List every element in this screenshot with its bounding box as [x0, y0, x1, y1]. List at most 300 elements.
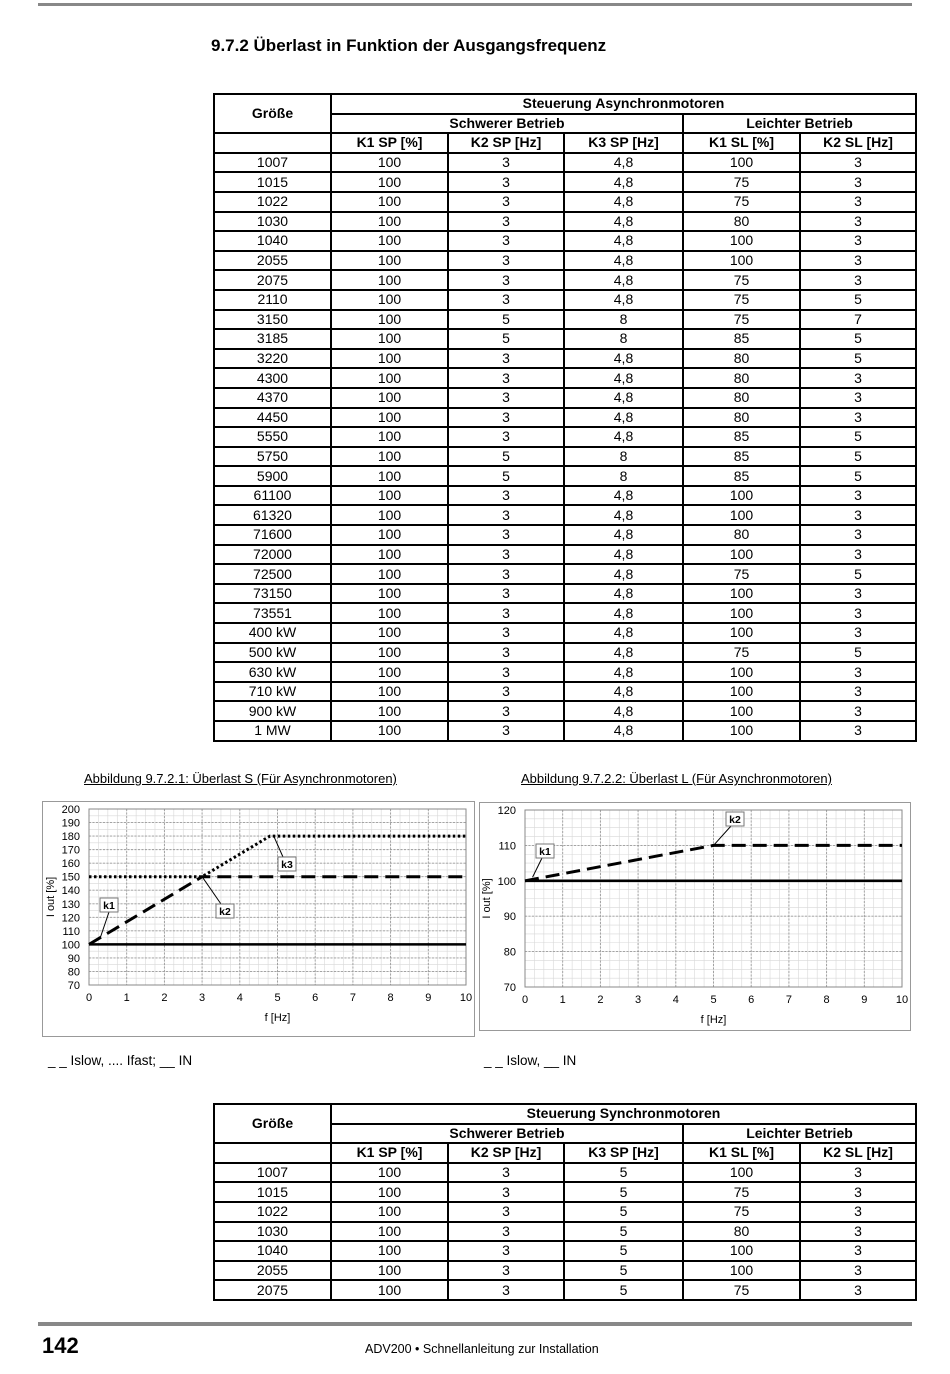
value-cell: 8	[564, 329, 683, 349]
value-cell: 5	[800, 643, 916, 663]
value-cell: 75	[683, 172, 800, 192]
size-cell: 400 kW	[214, 623, 331, 643]
y-tick-label: 140	[61, 885, 80, 898]
value-cell: 3	[800, 153, 916, 173]
value-cell: 3	[448, 1202, 564, 1222]
figure-l-chart	[479, 802, 911, 1031]
value-cell: 100	[331, 1241, 448, 1261]
table-row	[214, 349, 916, 369]
value-cell: 4,8	[564, 349, 683, 369]
table-row	[214, 1202, 916, 1222]
async-table-body	[214, 153, 916, 741]
value-cell: 100	[331, 290, 448, 310]
callout-label-k2: k2	[729, 814, 741, 826]
value-cell: 4,8	[564, 290, 683, 310]
value-cell: 3	[800, 525, 916, 545]
value-cell: 3	[448, 388, 564, 408]
table-row	[214, 270, 916, 290]
table-row	[214, 388, 916, 408]
size-cell: 2110	[214, 290, 331, 310]
value-cell: 100	[331, 427, 448, 447]
value-cell: 100	[683, 721, 800, 741]
value-cell: 5	[564, 1241, 683, 1261]
value-cell: 4,8	[564, 623, 683, 643]
overload-l-chart	[480, 803, 910, 1030]
page-number: 142	[42, 1333, 79, 1358]
value-cell: 3	[448, 231, 564, 251]
value-cell: 3	[800, 192, 916, 212]
x-tick-label: 1	[559, 994, 566, 1006]
value-cell: 100	[331, 1202, 448, 1222]
sync-motor-table	[213, 1103, 917, 1301]
y-tick-label: 160	[61, 858, 80, 871]
value-cell: 5	[800, 349, 916, 369]
size-cell: 4450	[214, 408, 331, 428]
value-cell: 100	[331, 564, 448, 584]
value-cell: 100	[331, 584, 448, 604]
table-row	[214, 172, 916, 192]
table-row	[214, 153, 916, 173]
value-cell: 3	[448, 251, 564, 271]
value-cell: 100	[331, 1182, 448, 1202]
value-cell: 3	[448, 153, 564, 173]
value-cell: 3	[800, 486, 916, 506]
value-cell: 3	[448, 682, 564, 702]
x-tick-label: 2	[597, 994, 604, 1006]
figure-s-caption: Abbildung 9.7.2.1: Überlast S (Für Asynchronmotoren)	[84, 771, 397, 786]
section-title: 9.7.2 Überlast in Funktion der Ausgangsfrequenz	[211, 36, 607, 55]
value-cell: 4,8	[564, 231, 683, 251]
size-cell: 1040	[214, 1241, 331, 1261]
value-cell: 5	[800, 447, 916, 467]
value-cell: 4,8	[564, 192, 683, 212]
x-tick-label: 6	[748, 994, 755, 1006]
table-row	[214, 408, 916, 428]
size-cell: 1030	[214, 1222, 331, 1242]
value-cell: 100	[331, 721, 448, 741]
y-tick-label: 90	[67, 952, 80, 965]
value-cell: 3	[800, 662, 916, 682]
value-cell: 3	[800, 1202, 916, 1222]
value-cell: 3	[800, 545, 916, 565]
value-cell: 100	[683, 1261, 800, 1281]
column-header: K1 SP [%]	[331, 1143, 448, 1163]
value-cell: 4,8	[564, 427, 683, 447]
value-cell: 3	[448, 505, 564, 525]
value-cell: 4,8	[564, 682, 683, 702]
value-cell: 8	[564, 310, 683, 330]
value-cell: 4,8	[564, 584, 683, 604]
y-tick-label: 110	[498, 840, 516, 853]
size-cell: 5900	[214, 466, 331, 486]
value-cell: 5	[564, 1182, 683, 1202]
value-cell: 100	[331, 270, 448, 290]
value-cell: 100	[331, 545, 448, 565]
size-cell: 3220	[214, 349, 331, 369]
size-cell: 72500	[214, 564, 331, 584]
value-cell: 3	[800, 1261, 916, 1281]
value-cell: 7	[800, 310, 916, 330]
x-tick-label: 2	[161, 992, 168, 1004]
callout-leader	[274, 836, 283, 857]
heavy-duty-header: Schwerer Betrieb	[331, 114, 683, 134]
size-cell: 710 kW	[214, 682, 331, 702]
value-cell: 3	[800, 212, 916, 232]
x-axis-label: f [Hz]	[700, 1014, 727, 1026]
value-cell: 80	[683, 388, 800, 408]
value-cell: 85	[683, 329, 800, 349]
size-cell: 72000	[214, 545, 331, 565]
value-cell: 100	[683, 603, 800, 623]
table-row	[214, 251, 916, 271]
y-tick-label: 120	[61, 912, 80, 925]
value-cell: 5	[800, 466, 916, 486]
value-cell: 4,8	[564, 662, 683, 682]
async-motor-table	[213, 93, 917, 742]
size-cell: 4300	[214, 368, 331, 388]
size-cell: 2075	[214, 270, 331, 290]
x-tick-label: 8	[823, 994, 830, 1006]
size-cell: 3150	[214, 310, 331, 330]
y-axis-label: I out [%]	[45, 876, 57, 918]
callout-label-k1: k1	[103, 900, 115, 912]
value-cell: 3	[800, 408, 916, 428]
size-cell: 71600	[214, 525, 331, 545]
value-cell: 3	[800, 1241, 916, 1261]
table-row	[214, 662, 916, 682]
value-cell: 100	[331, 662, 448, 682]
table-row	[214, 427, 916, 447]
value-cell: 80	[683, 1222, 800, 1242]
value-cell: 4,8	[564, 701, 683, 721]
x-tick-label: 3	[635, 994, 642, 1006]
x-tick-label: 4	[236, 992, 243, 1004]
value-cell: 100	[331, 1163, 448, 1183]
figure-l-caption: Abbildung 9.7.2.2: Überlast L (Für Asynchronmotoren)	[521, 771, 832, 786]
size-cell: 500 kW	[214, 643, 331, 663]
size-cell: 1007	[214, 1163, 331, 1183]
value-cell: 3	[448, 564, 564, 584]
value-cell: 4,8	[564, 486, 683, 506]
value-cell: 3	[448, 721, 564, 741]
value-cell: 100	[331, 1222, 448, 1242]
column-header: K2 SL [Hz]	[800, 133, 916, 153]
value-cell: 3	[800, 1182, 916, 1202]
size-cell: 1022	[214, 192, 331, 212]
value-cell: 3	[448, 643, 564, 663]
value-cell: 4,8	[564, 251, 683, 271]
y-tick-label: 200	[61, 804, 80, 816]
value-cell: 80	[683, 408, 800, 428]
x-axis-label: f [Hz]	[264, 1012, 291, 1024]
size-header: Größe	[214, 1104, 331, 1143]
callout-leader	[714, 826, 732, 845]
group-header: Steuerung Synchronmotoren	[331, 1104, 916, 1124]
value-cell: 100	[331, 310, 448, 330]
size-cell: 1015	[214, 172, 331, 192]
value-cell: 100	[683, 662, 800, 682]
size-header-spacer	[214, 133, 331, 153]
value-cell: 100	[331, 1280, 448, 1300]
size-header: Größe	[214, 94, 331, 133]
value-cell: 3	[448, 368, 564, 388]
value-cell: 4,8	[564, 505, 683, 525]
column-header: K1 SL [%]	[683, 1143, 800, 1163]
callout-label-k3: k3	[281, 859, 293, 871]
size-cell: 2075	[214, 1280, 331, 1300]
value-cell: 8	[564, 447, 683, 467]
table-row	[214, 525, 916, 545]
value-cell: 4,8	[564, 545, 683, 565]
value-cell: 100	[683, 623, 800, 643]
value-cell: 3	[800, 623, 916, 643]
heavy-duty-header: Schwerer Betrieb	[331, 1124, 683, 1144]
value-cell: 3	[800, 172, 916, 192]
value-cell: 3	[448, 603, 564, 623]
value-cell: 100	[331, 329, 448, 349]
value-cell: 3	[448, 192, 564, 212]
value-cell: 5	[800, 427, 916, 447]
table-row	[214, 564, 916, 584]
size-cell: 61320	[214, 505, 331, 525]
table-row	[214, 1182, 916, 1202]
value-cell: 3	[448, 408, 564, 428]
value-cell: 4,8	[564, 270, 683, 290]
y-tick-label: 150	[61, 871, 80, 884]
value-cell: 85	[683, 466, 800, 486]
value-cell: 3	[800, 388, 916, 408]
x-tick-label: 7	[349, 992, 356, 1004]
y-tick-label: 100	[497, 875, 516, 888]
column-header: K3 SP [Hz]	[564, 1143, 683, 1163]
y-tick-label: 80	[67, 966, 80, 979]
value-cell: 100	[331, 349, 448, 369]
value-cell: 100	[683, 682, 800, 702]
value-cell: 3	[448, 1163, 564, 1183]
table-row	[214, 682, 916, 702]
table-row	[214, 486, 916, 506]
callout-label-k2: k2	[219, 906, 231, 918]
value-cell: 75	[683, 270, 800, 290]
value-cell: 4,8	[564, 603, 683, 623]
y-axis-label: I out [%]	[481, 878, 493, 919]
size-cell: 1015	[214, 1182, 331, 1202]
y-tick-label: 120	[497, 805, 516, 817]
y-tick-label: 80	[503, 946, 516, 959]
table-row	[214, 545, 916, 565]
size-cell: 1030	[214, 212, 331, 232]
value-cell: 3	[448, 172, 564, 192]
value-cell: 3	[448, 290, 564, 310]
x-tick-label: 0	[85, 992, 93, 1004]
value-cell: 5	[564, 1202, 683, 1222]
value-cell: 85	[683, 447, 800, 467]
size-header-spacer	[214, 1143, 331, 1163]
table-row	[214, 623, 916, 643]
value-cell: 4,8	[564, 408, 683, 428]
value-cell: 3	[448, 623, 564, 643]
value-cell: 3	[800, 603, 916, 623]
table-row	[214, 192, 916, 212]
value-cell: 100	[331, 172, 448, 192]
value-cell: 3	[800, 231, 916, 251]
value-cell: 4,8	[564, 153, 683, 173]
size-cell: 1040	[214, 231, 331, 251]
light-duty-header: Leichter Betrieb	[683, 1124, 916, 1144]
value-cell: 100	[331, 192, 448, 212]
y-tick-label: 110	[62, 925, 80, 938]
table-row	[214, 212, 916, 232]
value-cell: 100	[331, 153, 448, 173]
value-cell: 75	[683, 643, 800, 663]
value-cell: 100	[683, 251, 800, 271]
top-rule	[38, 3, 912, 6]
table-row	[214, 231, 916, 251]
value-cell: 3	[800, 270, 916, 290]
y-tick-label: 70	[503, 982, 516, 994]
value-cell: 100	[683, 1241, 800, 1261]
value-cell: 4,8	[564, 212, 683, 232]
y-tick-label: 100	[61, 939, 80, 952]
x-tick-label: 4	[672, 994, 679, 1006]
value-cell: 3	[800, 701, 916, 721]
size-cell: 73551	[214, 603, 331, 623]
table-row	[214, 290, 916, 310]
table-row	[214, 701, 916, 721]
value-cell: 100	[683, 486, 800, 506]
value-cell: 100	[331, 525, 448, 545]
value-cell: 4,8	[564, 368, 683, 388]
value-cell: 5	[448, 466, 564, 486]
value-cell: 5	[800, 290, 916, 310]
value-cell: 5	[564, 1163, 683, 1183]
y-tick-label: 70	[67, 980, 80, 992]
value-cell: 100	[683, 701, 800, 721]
value-cell: 3	[800, 505, 916, 525]
x-tick-label: 0	[521, 994, 529, 1006]
x-tick-label: 10	[895, 994, 909, 1006]
column-header: K2 SL [Hz]	[800, 1143, 916, 1163]
value-cell: 4,8	[564, 643, 683, 663]
value-cell: 100	[331, 643, 448, 663]
footer-doc-title: ADV200 • Schnellanleitung zur Installation	[365, 1342, 599, 1356]
table-row	[214, 466, 916, 486]
value-cell: 3	[448, 486, 564, 506]
column-header: K1 SP [%]	[331, 133, 448, 153]
value-cell: 3	[448, 662, 564, 682]
value-cell: 80	[683, 525, 800, 545]
column-header: K2 SP [Hz]	[448, 1143, 564, 1163]
column-header: K2 SP [Hz]	[448, 133, 564, 153]
figure-s-chart	[42, 801, 475, 1037]
value-cell: 3	[448, 1241, 564, 1261]
size-cell: 1 MW	[214, 721, 331, 741]
value-cell: 100	[331, 368, 448, 388]
value-cell: 5	[448, 310, 564, 330]
value-cell: 100	[331, 682, 448, 702]
value-cell: 3	[448, 1222, 564, 1242]
value-cell: 3	[448, 349, 564, 369]
value-cell: 100	[331, 603, 448, 623]
value-cell: 5	[564, 1222, 683, 1242]
value-cell: 100	[331, 1261, 448, 1281]
value-cell: 100	[331, 447, 448, 467]
bottom-rule	[38, 1322, 912, 1326]
value-cell: 3	[448, 270, 564, 290]
size-cell: 4370	[214, 388, 331, 408]
value-cell: 75	[683, 290, 800, 310]
column-header: K3 SP [Hz]	[564, 133, 683, 153]
size-cell: 3185	[214, 329, 331, 349]
x-tick-label: 8	[387, 992, 394, 1004]
value-cell: 3	[448, 545, 564, 565]
value-cell: 3	[800, 251, 916, 271]
y-tick-label: 190	[61, 817, 80, 830]
y-tick-label: 130	[61, 898, 80, 911]
value-cell: 5	[800, 564, 916, 584]
value-cell: 5	[448, 447, 564, 467]
table-row	[214, 721, 916, 741]
y-tick-label: 170	[61, 844, 80, 857]
value-cell: 100	[331, 212, 448, 232]
value-cell: 100	[331, 701, 448, 721]
size-cell: 73150	[214, 584, 331, 604]
overload-s-chart	[43, 802, 474, 1036]
value-cell: 3	[448, 212, 564, 232]
x-tick-label: 9	[425, 992, 432, 1004]
value-cell: 100	[331, 505, 448, 525]
value-cell: 75	[683, 310, 800, 330]
value-cell: 3	[448, 1182, 564, 1202]
value-cell: 85	[683, 427, 800, 447]
table-row	[214, 643, 916, 663]
table-row	[214, 505, 916, 525]
value-cell: 4,8	[564, 172, 683, 192]
value-cell: 5	[800, 329, 916, 349]
value-cell: 75	[683, 564, 800, 584]
value-cell: 100	[683, 545, 800, 565]
value-cell: 5	[564, 1280, 683, 1300]
value-cell: 8	[564, 466, 683, 486]
value-cell: 3	[448, 701, 564, 721]
table-row	[214, 1222, 916, 1242]
size-cell: 2055	[214, 1261, 331, 1281]
value-cell: 100	[331, 623, 448, 643]
value-cell: 100	[331, 408, 448, 428]
value-cell: 75	[683, 1182, 800, 1202]
table-row	[214, 310, 916, 330]
value-cell: 100	[331, 251, 448, 271]
table-row	[214, 447, 916, 467]
value-cell: 3	[800, 1222, 916, 1242]
value-cell: 3	[800, 1163, 916, 1183]
size-cell: 5550	[214, 427, 331, 447]
x-tick-label: 6	[312, 992, 319, 1004]
table-row	[214, 1241, 916, 1261]
value-cell: 100	[331, 388, 448, 408]
value-cell: 3	[448, 525, 564, 545]
value-cell: 3	[800, 682, 916, 702]
value-cell: 3	[800, 584, 916, 604]
value-cell: 100	[683, 1163, 800, 1183]
value-cell: 3	[448, 427, 564, 447]
value-cell: 100	[683, 505, 800, 525]
table-row	[214, 584, 916, 604]
value-cell: 4,8	[564, 525, 683, 545]
size-cell: 61100	[214, 486, 331, 506]
size-cell: 2055	[214, 251, 331, 271]
value-cell: 3	[800, 1280, 916, 1300]
